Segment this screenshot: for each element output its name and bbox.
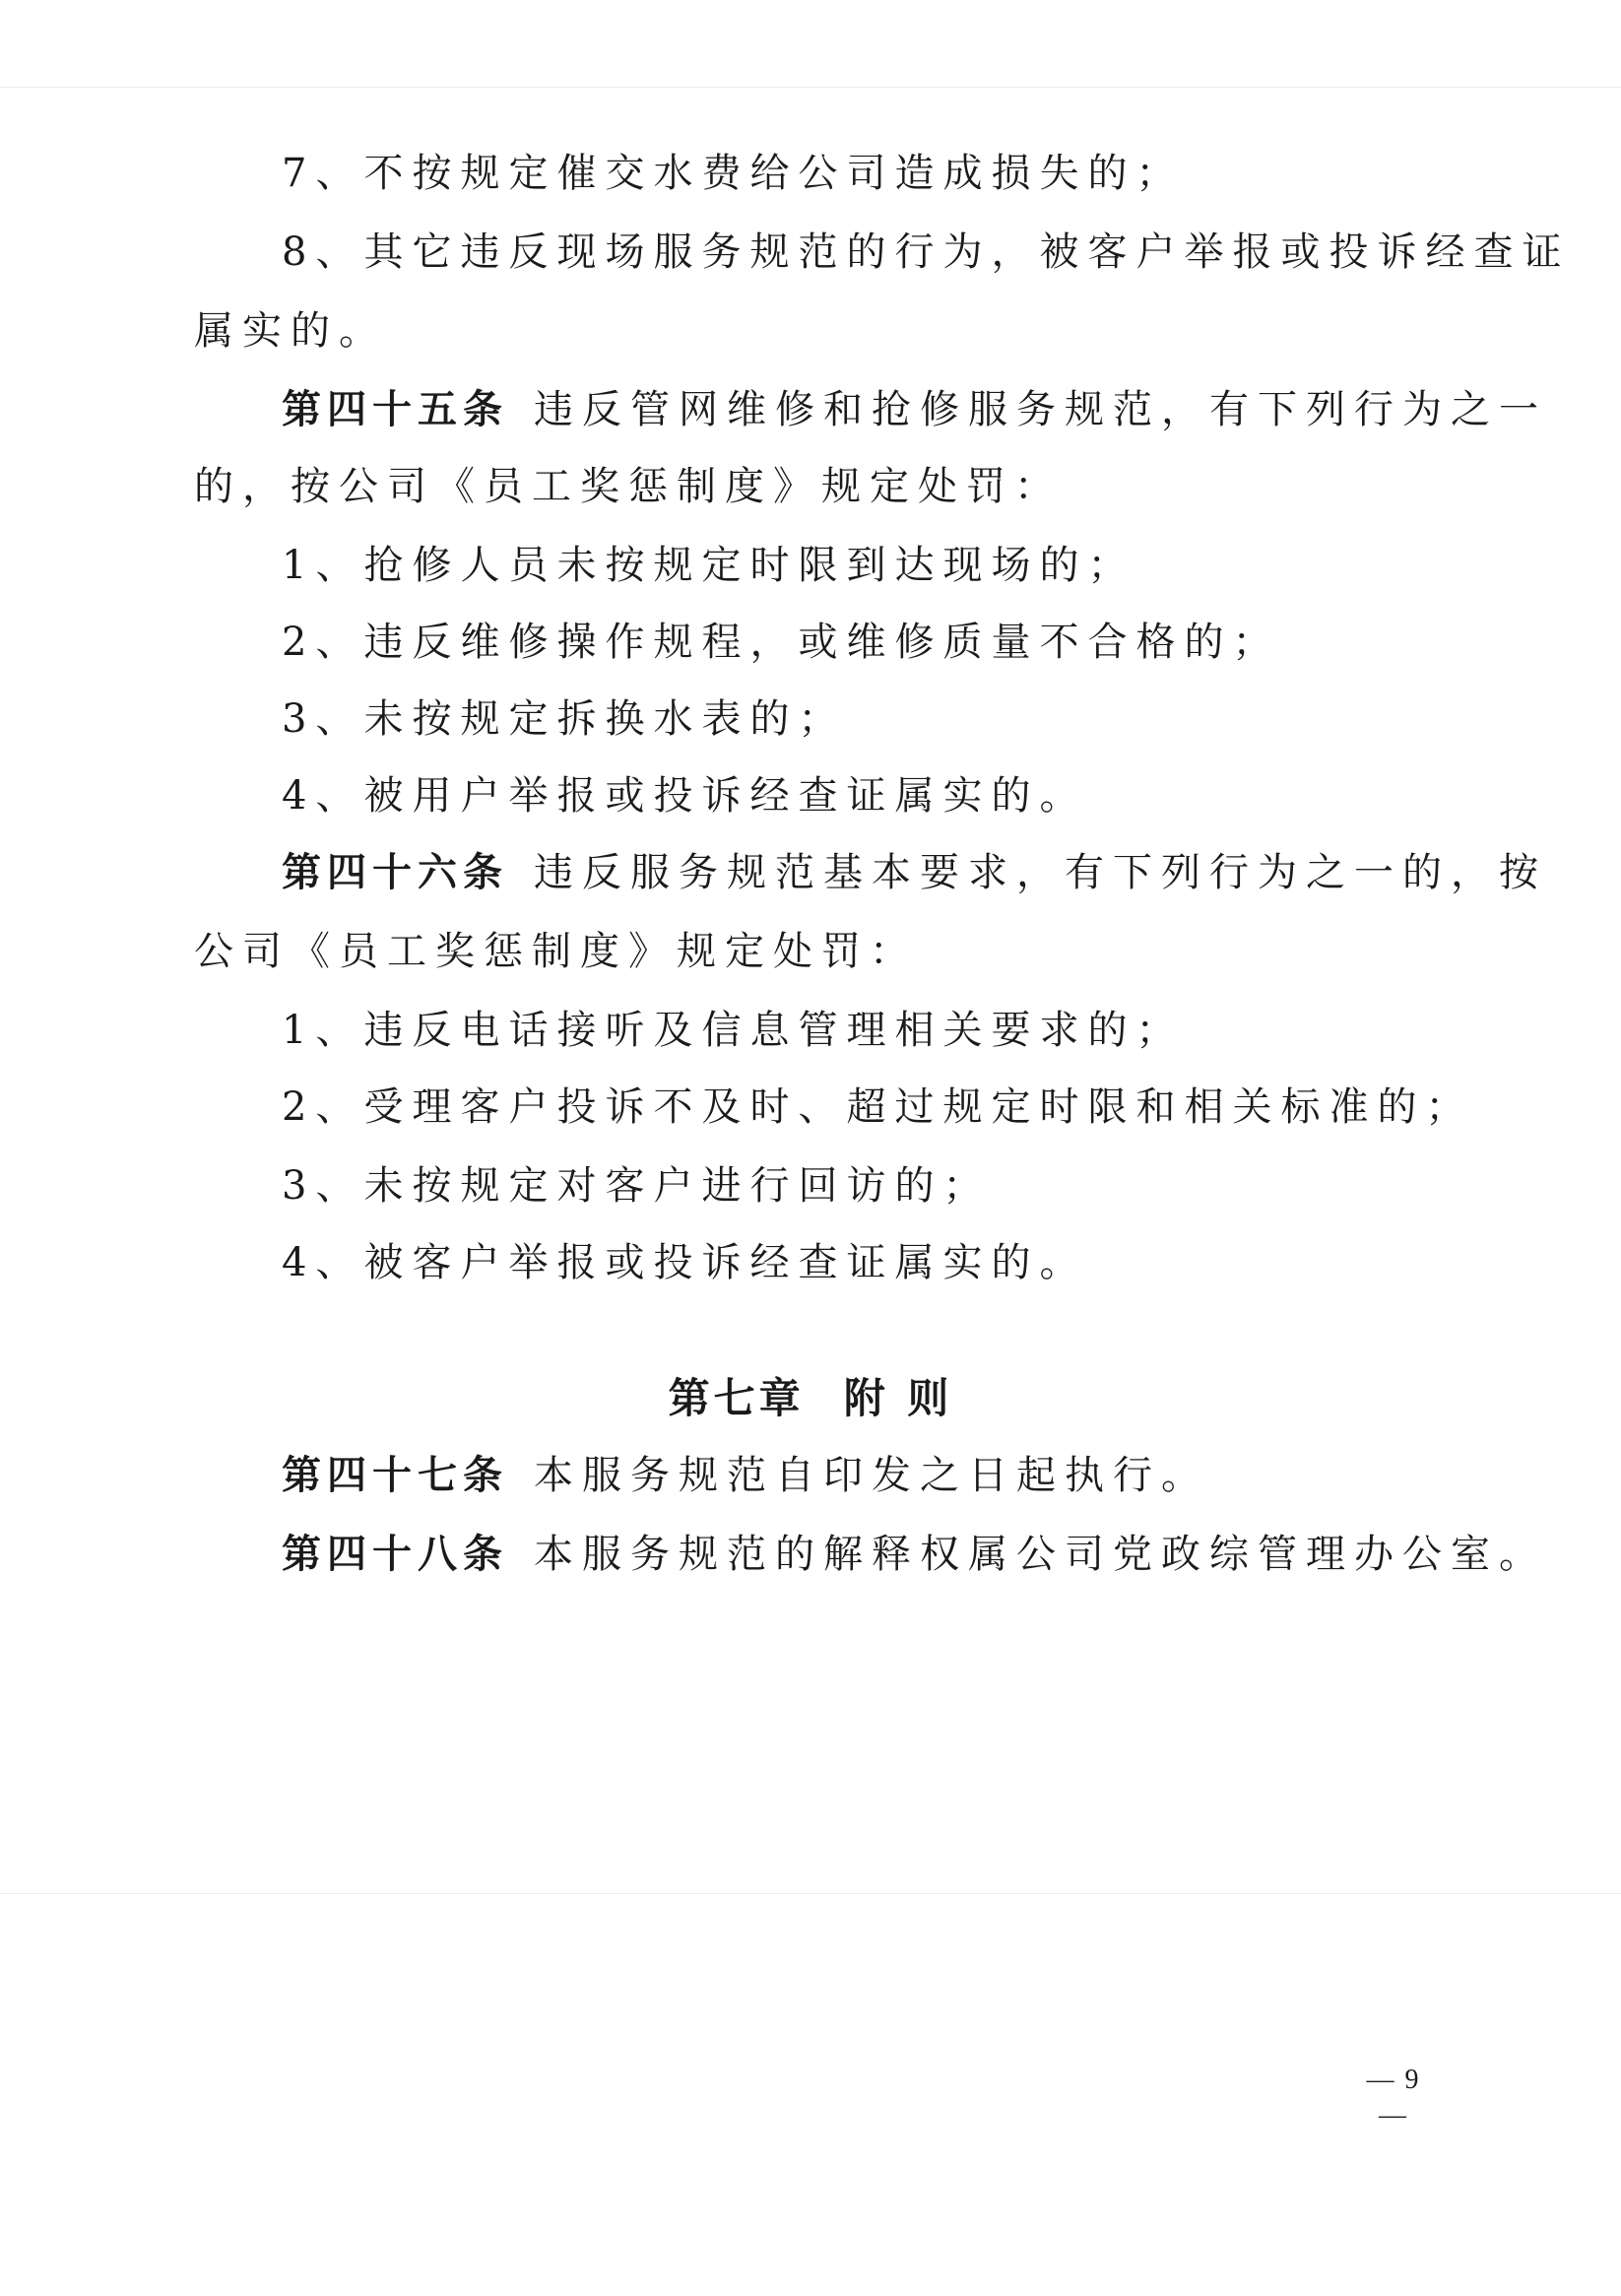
page-number: — 9 — [1366,2065,1421,2131]
article-45-item-3: 3、未按规定拆换水表的； [282,696,847,742]
article-46-item-4: 4、被客户举报或投诉经查证属实的。 [282,1240,1088,1285]
article-45-text: 违反管网维修和抢修服务规范，有下列行为之一 [534,387,1547,432]
article-46-line-2: 公司《员工奖惩制度》规定处罚： [194,929,918,974]
article-45-line-2: 的，按公司《员工奖惩制度》规定处罚： [194,464,1063,509]
article-45-line-1 [282,382,1547,437]
article-46-line-1 [282,845,1547,900]
article-45-item-2: 2、违反维修操作规程，或维修质量不合格的； [282,620,1281,665]
article-46-item-2: 2、受理客户投诉不及时、超过规定时限和相关标准的； [282,1084,1474,1130]
article-46-item-3: 3、未按规定对客户进行回访的； [282,1163,992,1209]
article-47-heading: 第四十七条 [282,1453,508,1498]
article-47 [282,1448,1434,1503]
article-45-item-1: 1、抢修人员未按规定时限到达现场的； [282,543,1136,588]
article-46-text: 违反服务规范基本要求，有下列行为之一的，按 [534,850,1547,895]
list-item-8: 8、其它违反现场服务规范的行为，被客户举报或投诉经查证 [282,230,1571,275]
list-item-7: 7、不按规定催交水费给公司造成损失的； [282,151,1185,196]
article-47-text: 本服务规范自印发之日起执行。 [534,1453,1209,1498]
scan-edge-top [0,87,1621,88]
article-46-heading: 第四十六条 [282,850,508,895]
chapter-number: 第七章 [668,1374,805,1422]
article-48-heading: 第四十八条 [282,1532,508,1577]
chapter-title: 附 则 [843,1374,953,1422]
chapter-heading [0,1371,1621,1426]
article-45-heading: 第四十五条 [282,387,508,432]
article-48 [282,1527,1547,1582]
article-48-text: 本服务规范的解释权属公司党政综管理办公室。 [534,1532,1547,1577]
article-45-item-4: 4、被用户举报或投诉经查证属实的。 [282,773,1088,819]
list-item-8-continued: 属实的。 [194,308,387,354]
article-46-item-1: 1、违反电话接听及信息管理相关要求的； [282,1008,1185,1053]
scan-edge-bottom [0,1893,1621,1894]
